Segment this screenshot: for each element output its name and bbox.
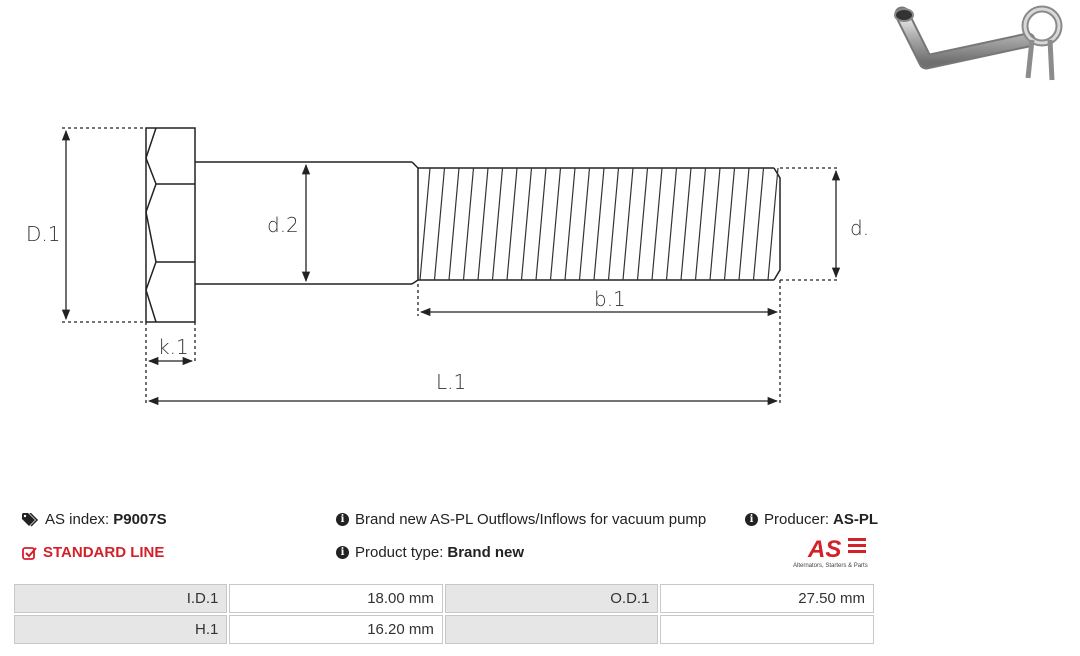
spec-label: I.D.1: [14, 584, 227, 613]
product-photo: [880, 0, 1080, 100]
dim-label-b1: b.1: [594, 287, 626, 311]
standard-line-label: STANDARD LINE: [43, 544, 165, 561]
as-pl-logo: [790, 535, 880, 569]
svg-text:AS: AS: [808, 536, 842, 563]
product-type-value: Brand new: [447, 544, 525, 561]
spec-label: H.1: [14, 615, 227, 644]
info-circle-icon: i: [336, 546, 349, 559]
dim-label-D1: D.1: [26, 222, 61, 246]
standard-line-badge: [22, 544, 164, 561]
dim-label-L1: L.1: [436, 370, 467, 394]
spec-label: O.D.1: [445, 584, 659, 613]
tag-icon: [22, 513, 39, 527]
product-description: [336, 511, 706, 528]
dim-label-d2: d.2: [267, 213, 299, 237]
dim-label-d: d.: [850, 216, 870, 240]
spec-value: 16.20 mm: [229, 615, 443, 644]
specs-table: [12, 582, 876, 646]
product-type-label: Product type:: [355, 544, 444, 561]
producer: [745, 511, 878, 528]
product-type: [336, 544, 524, 561]
as-index-value: P9007S: [113, 511, 167, 528]
as-index-label: AS index:: [45, 511, 110, 528]
svg-text:Alternators, Starters & Parts: Alternators, Starters & Parts: [793, 563, 868, 569]
check-square-icon: [22, 546, 37, 560]
info-circle-icon: i: [336, 513, 349, 526]
as-index: [22, 511, 167, 528]
description-text: Brand new AS-PL Outflows/Inflows for vacuum pump: [355, 511, 707, 528]
spec-value: [660, 615, 874, 644]
table-row: [14, 584, 874, 613]
info-circle-icon: i: [745, 513, 758, 526]
dim-label-k1: k.1: [158, 335, 189, 359]
table-row: [14, 615, 874, 644]
spec-value: 18.00 mm: [229, 584, 443, 613]
producer-label: Producer:: [764, 511, 830, 528]
spec-label: [445, 615, 659, 644]
producer-value: AS-PL: [833, 511, 879, 528]
spec-value: 27.50 mm: [660, 584, 874, 613]
